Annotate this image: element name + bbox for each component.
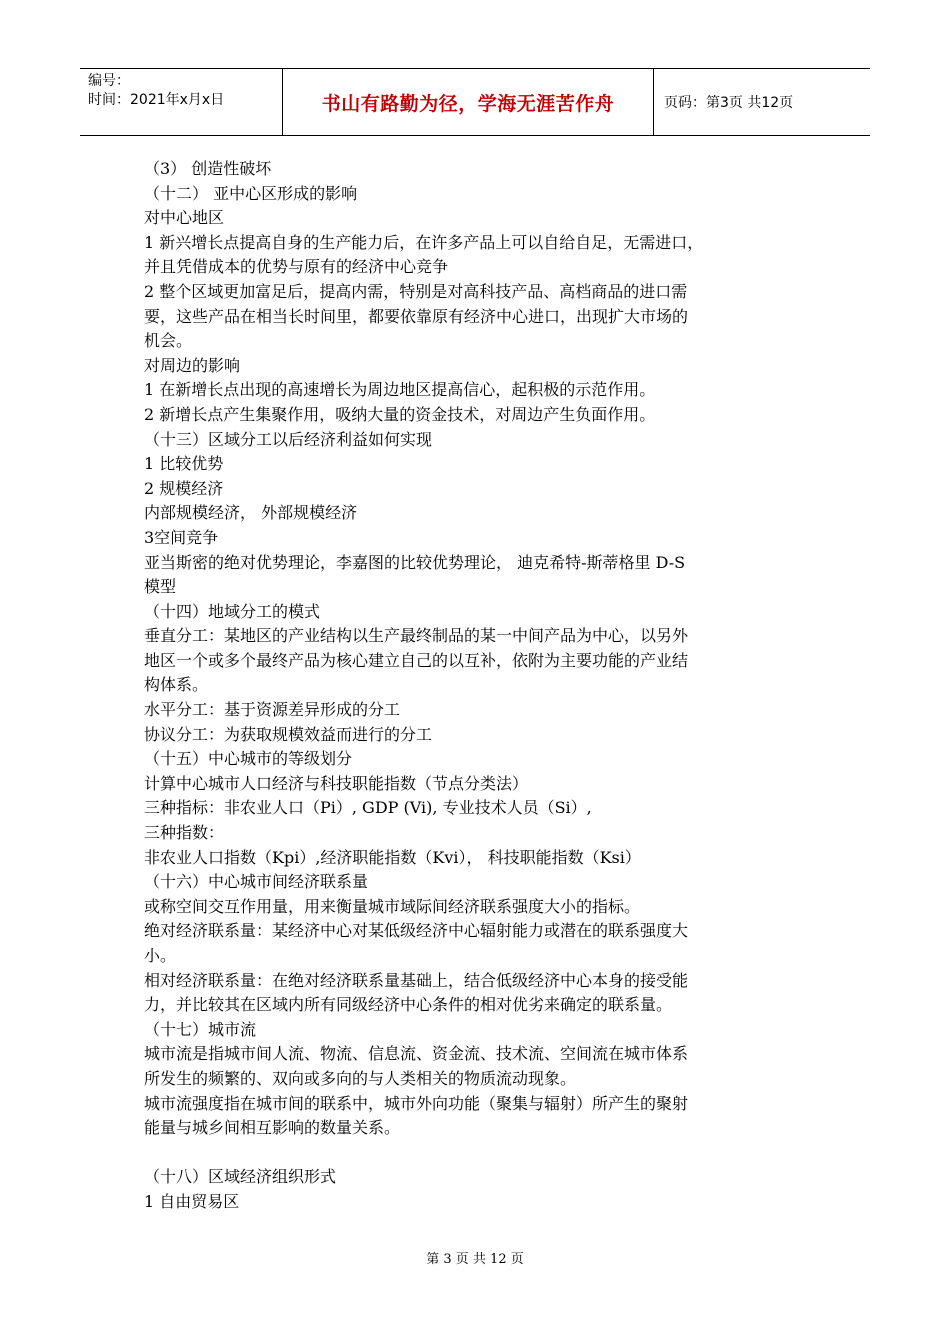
body-line: 相对经济联系量：在绝对经济联系量基础上，结合低级经济中心本身的接受能 xyxy=(144,970,689,990)
body-line: （十六）中心城市间经济联系量 xyxy=(144,872,369,892)
body-line: 构体系。 xyxy=(144,675,209,695)
body-line: 并且凭借成本的优势与原有的经济中心竞争 xyxy=(144,257,449,277)
header-meta xyxy=(80,69,283,135)
body-line: （十五）中心城市的等级划分 xyxy=(144,749,353,769)
body-line: 或称空间交互作用量，用来衡量城市域际间经济联系强度大小的指标。 xyxy=(144,896,641,916)
body-line: 力，并比较其在区域内所有同级经济中心条件的相对优劣来确定的联系量。 xyxy=(144,995,673,1015)
header-page-info: 页码：第3页 共12页 xyxy=(664,95,794,111)
body-line: 1 比较优势 xyxy=(144,454,224,474)
body-line: 内部规模经济， 外部规模经济 xyxy=(144,503,358,523)
header-motto: 书山有路勤为径，学海无涯苦作舟 xyxy=(283,69,654,135)
document-body xyxy=(144,157,812,1215)
body-line: 对中心地区 xyxy=(144,208,225,228)
body-line: 模型 xyxy=(144,577,177,597)
body-line: 机会。 xyxy=(144,331,193,351)
body-line: 三种指数： xyxy=(144,823,225,843)
time-label: 时间：2021年x月x日 xyxy=(88,92,225,108)
body-line: 城市流是指城市间人流、物流、信息流、资金流、技术流、空间流在城市体系 xyxy=(144,1044,689,1064)
body-line: 1 自由贸易区 xyxy=(144,1191,240,1211)
body-line: 2 整个区域更加富足后，提高内需，特别是对高科技产品、高档商品的进口需 xyxy=(144,281,688,301)
body-line: 水平分工：基于资源差异形成的分工 xyxy=(144,700,401,720)
body-line: 所发生的频繁的、双向或多向的与人类相关的物质流动现象。 xyxy=(144,1068,577,1088)
body-line: 地区一个或多个最终产品为核心建立自己的以互补，依附为主要功能的产业结 xyxy=(144,650,689,670)
body-line: 协议分工：为获取规模效益而进行的分工 xyxy=(144,724,433,744)
body-line: （3） 创造性破坏 xyxy=(144,159,272,178)
body-line: 1 新兴增长点提高自身的生产能力后，在许多产品上可以自给自足，无需进口， xyxy=(144,232,704,252)
body-line: 亚当斯密的绝对优势理论，李嘉图的比较优势理论， 迪克希特-斯蒂格里 D-S xyxy=(144,552,686,572)
body-line: （十七）城市流 xyxy=(144,1019,257,1039)
page-footer: 第 3 页 共 12 页 xyxy=(426,1252,524,1267)
body-line: 2 规模经济 xyxy=(144,478,224,498)
page-header xyxy=(80,68,870,136)
body-line: （十八）区域经济组织形式 xyxy=(144,1167,337,1187)
blank-line xyxy=(144,1141,812,1166)
body-line: 小。 xyxy=(144,946,177,965)
body-line: 非农业人口指数（Kpi）,经济职能指数（Kvi）， 科技职能指数（Ksi） xyxy=(144,847,641,867)
body-line: 3空间竞争 xyxy=(144,527,219,547)
code-label: 编号： xyxy=(88,73,130,89)
body-line: 能量与城乡间相互影响的数量关系。 xyxy=(144,1118,401,1138)
body-line: （十四）地域分工的模式 xyxy=(144,601,321,621)
body-line: 计算中心城市人口经济与科技职能指数（节点分类法） xyxy=(144,773,529,793)
body-line: 要，这些产品在相当长时间里，都要依靠原有经济中心进口，出现扩大市场的 xyxy=(144,306,689,326)
body-line: 三种指标：非农业人口（Pi）, GDP (Vi), 专业技术人员（Si）, xyxy=(144,798,592,818)
body-line: 2 新增长点产生集聚作用，吸纳大量的资金技术，对周边产生负面作用。 xyxy=(144,404,656,424)
body-line: 城市流强度指在城市间的联系中，城市外向功能（聚集与辐射）所产生的聚射 xyxy=(144,1093,689,1113)
body-line: 绝对经济联系量：某经济中心对某低级经济中心辐射能力或潜在的联系强度大 xyxy=(144,921,689,941)
body-line: （十二） 亚中心区形成的影响 xyxy=(144,183,358,203)
body-line: （十三）区域分工以后经济利益如何实现 xyxy=(144,429,433,449)
body-line: 对周边的影响 xyxy=(144,355,241,375)
body-line: 垂直分工：某地区的产业结构以生产最终制品的某一中间产品为中心，以另外 xyxy=(144,626,689,646)
body-line: 1 在新增长点出现的高速增长为周边地区提高信心，起积极的示范作用。 xyxy=(144,380,656,400)
